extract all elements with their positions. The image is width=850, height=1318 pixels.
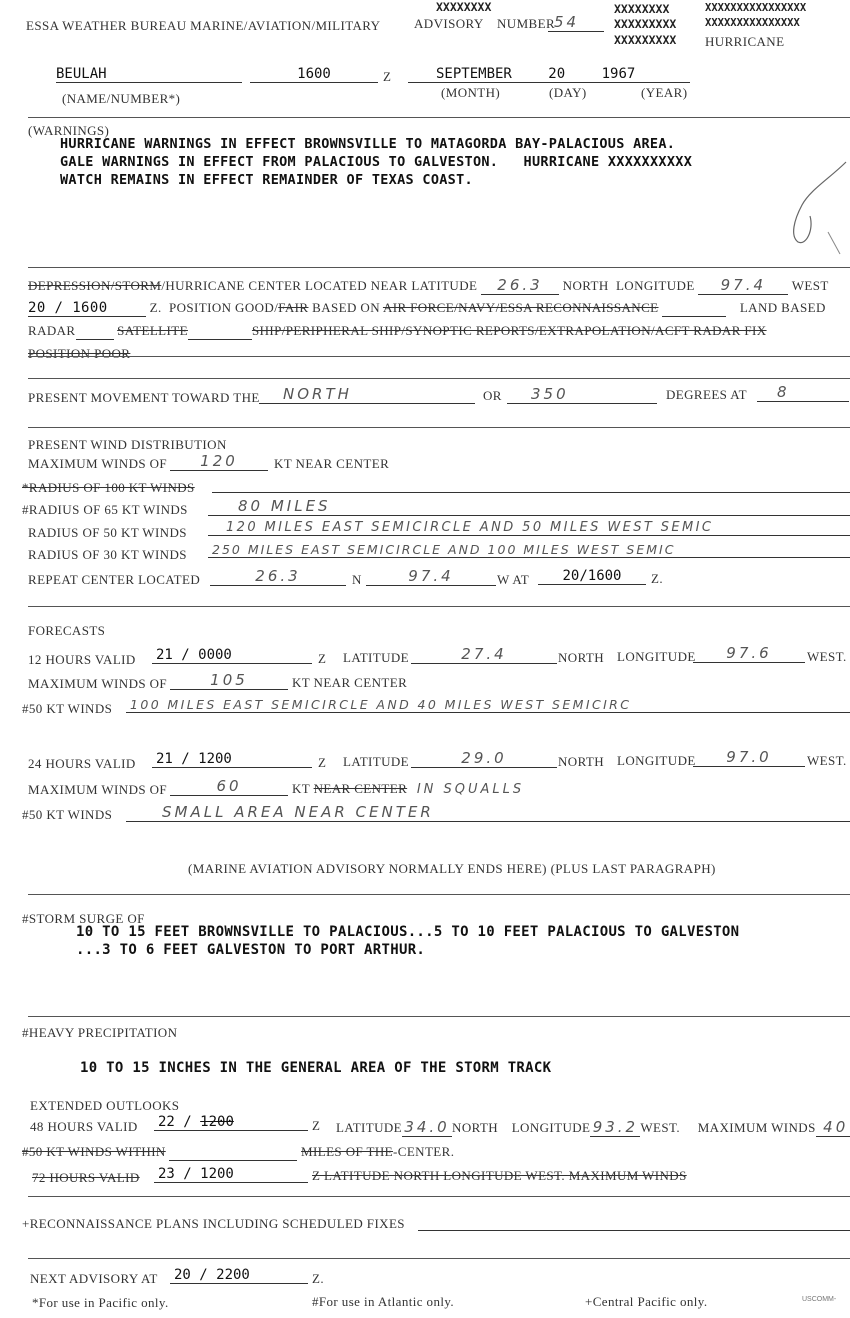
z-marker: Z [383,69,392,84]
h48-valid [154,1114,308,1131]
slash: / [54,300,64,316]
warnings-line3: WATCH REMAINS IN EFFECT REMAINDER OF TEXAS COAST. [60,172,473,188]
kt-near-center: KT NEAR CENTER [292,675,408,690]
latitude-label: LATITUDE [343,650,410,665]
f12-latitude: 27.4 [411,645,557,664]
radius-65-label: #RADIUS OF 65 KT WINDS [22,502,188,517]
struck-fair: FAIR [278,300,309,315]
struck-position-poor: POSITION POOR [28,346,131,361]
movement-degrees: 350 [507,385,657,404]
center-line2 [28,300,826,317]
warnings-label: (WARNINGS) [28,123,110,138]
divider [28,267,850,268]
based-on: BASED ON [312,300,380,315]
header-col1-line2: XXXXXXXXX [614,17,677,31]
storm-name: BEULAH [56,66,242,83]
position-good: POSITION GOOD/ [168,300,279,315]
center-latitude: 26.3 [481,276,559,295]
repeat-longitude: 97.4 [366,567,496,586]
longitude-label: LONGITUDE [511,1120,591,1135]
north-label: NORTH [562,278,609,293]
footnote-atlantic: #For use in Atlantic only. [312,1294,455,1309]
z-marker: Z. [312,1271,324,1286]
longitude-label: LONGITUDE [617,753,696,768]
h48-latitude: 34.0 [402,1118,452,1137]
advisory-date [408,66,690,83]
divider [28,1258,850,1259]
center-located-text: /HURRICANE CENTER LOCATED NEAR LATITUDE [161,278,478,293]
struck-advisory-type: XXXXXXXX [436,0,492,14]
in-squalls: IN SQUALLS [416,782,525,797]
month-caption: (MONTH) [441,85,501,100]
divider [28,1196,850,1197]
day-caption: (DAY) [549,85,587,100]
n-label: N [352,572,362,587]
max-winds-label: MAXIMUM WINDS [697,1120,816,1135]
kt-near-center: KT NEAR CENTER [274,456,390,471]
west-label: WEST. [807,649,847,664]
f24-valid: 21 / 1200 [152,751,312,768]
divider [28,117,850,118]
hurricane-word: HURRICANE [523,154,600,170]
radius-50-label: RADIUS OF 50 KT WINDS [28,525,187,540]
z-marker: Z [318,651,327,666]
blank-line [212,492,850,493]
west-label: WEST. [640,1120,681,1135]
month-value: SEPTEMBER [436,66,512,82]
f24-label: 24 HOURS VALID [28,756,136,771]
movement-speed: 8 [757,383,849,402]
divider [28,378,850,379]
h72-rest: Z LATITUDE NORTH LONGITUDE WEST. MAXIMUM WINDS [312,1168,687,1183]
advisory-label: ADVISORY [414,16,484,31]
marine-note: (MARINE AVIATION ADVISORY NORMALLY ENDS HERE) (PLUS LAST PARAGRAPH) [188,861,716,876]
h72-label: 72 HOURS VALID [32,1170,140,1185]
satellite-label: SATELLITE [117,323,188,338]
surge-line2: ...3 TO 6 FEET GALVESTON TO PORT ARTHUR. [76,942,426,958]
radius-65-value: 80 MILES [208,497,850,516]
h48-max-winds: 40 [816,1118,850,1137]
handwritten-mark [780,150,850,260]
latitude-label: LATITUDE [343,754,410,769]
land-based: LAND BASED [739,300,826,315]
day-value: 20 [548,66,566,82]
north-label: NORTH [558,650,604,665]
header-col2-line1: XXXXXXXXXXXXXXXX [705,2,807,14]
center-line3 [28,323,767,340]
z-marker: Z [318,755,327,770]
repeat-latitude: 26.3 [210,567,346,586]
precip-text: 10 TO 15 INCHES IN THE GENERAL AREA OF THE STORM TRACK [80,1060,552,1076]
movement-label: PRESENT MOVEMENT TOWARD THE [28,390,260,405]
blank-line [169,1144,297,1161]
advisory-time: 1600 [250,66,378,83]
z-marker: Z. [651,571,663,586]
max-winds-value: 120 [170,452,268,471]
h72-valid: 23 / 1200 [154,1166,308,1183]
recon-label: +RECONNAISSANCE PLANS INCLUDING SCHEDULED FIXES [22,1216,405,1231]
struck-miles-of-the: MILES OF THE [301,1144,394,1159]
max-winds-label: MAXIMUM WINDS OF [28,456,168,471]
bureau-title: ESSA WEATHER BUREAU MARINE/AVIATION/MILITARY [26,18,381,33]
f24-max-label: MAXIMUM WINDS OF [28,782,168,797]
struck-recon: AIR FORCE/NAVY/ESSA RECONNAISSANCE [382,300,659,315]
blank-line [418,1230,850,1231]
or-label: OR [483,388,502,403]
movement-direction: NORTH [259,385,475,404]
gale-warnings: GALE WARNINGS IN EFFECT FROM PALACIOUS TO GALVESTON. [60,154,499,170]
radius-30-label: RADIUS OF 30 KT WINDS [28,547,187,562]
h48-time: 1200 [200,1114,234,1130]
forecasts-title: FORECASTS [28,623,106,638]
repeat-time: 20/1600 [538,568,646,585]
header-col1-line1: XXXXXXXX [614,2,670,16]
header-hurricane: HURRICANE [705,34,785,49]
center-time: 1600 [72,300,108,316]
f12-longitude: 97.6 [693,644,805,663]
blank-line [662,300,726,317]
divider [28,606,850,607]
struck-w50-within: #50 KT WINDS WITHIN [22,1144,166,1159]
center-day-time [28,300,146,317]
center-longitude: 97.4 [698,276,788,295]
f12-label: 12 HOURS VALID [28,652,136,667]
warnings-line2 [60,154,692,170]
next-advisory-value: 20 / 2200 [170,1267,308,1284]
surge-line1: 10 TO 15 FEET BROWNSVILLE TO PALACIOUS...5 TO 10 FEET PALACIOUS TO GALVESTON [76,924,740,940]
footnote-pacific: *For use in Pacific only. [32,1295,169,1310]
struck-depression-storm: DEPRESSION/STORM [28,278,162,293]
header-col2-line2: XXXXXXXXXXXXXXX [705,17,800,29]
f12-max-value: 105 [170,671,288,690]
repeat-center-label: REPEAT CENTER LOCATED [28,572,201,587]
f24-w50-label: #50 KT WINDS [22,807,113,822]
f12-valid: 21 / 0000 [152,647,312,664]
struck-near-center: NEAR CENTER [313,781,408,796]
longitude-label: LONGITUDE [617,649,696,664]
outlooks-title: EXTENDED OUTLOOKS [30,1098,180,1113]
header-col1-line3: XXXXXXXXX [614,33,677,47]
h48-lat-group [336,1118,850,1137]
warnings-line1: HURRICANE WARNINGS IN EFFECT BROWNSVILLE TO MATAGORDA BAY-PALACIOUS AREA. [60,136,676,152]
f12-w50-value: 100 MILES EAST SEMICIRCLE AND 40 MILES WEST SEMICIRC [126,697,850,713]
struck-radius-100: *RADIUS OF 100 KT WINDS [22,480,195,495]
precip-label: #HEAVY PRECIPITATION [22,1025,178,1040]
longitude-label: LONGITUDE [615,278,695,293]
form-code: USCOMM- [802,1296,837,1303]
kt-label: KT [292,781,310,796]
f24-longitude: 97.0 [693,748,805,767]
advisory-number: 54 [548,13,604,32]
latitude-label: LATITUDE [336,1120,403,1135]
name-caption: (NAME/NUMBER*) [62,91,181,106]
f12-max-label: MAXIMUM WINDS OF [28,676,168,691]
radius-30-value: 250 MILES EAST SEMICIRCLE AND 100 MILES WEST SEMIC [208,542,850,558]
divider [28,1016,850,1017]
h48-w50-line [22,1144,454,1161]
h48-longitude: 93.2 [590,1118,640,1137]
north-label: NORTH [452,1120,499,1135]
footnote-central: +Central Pacific only. [585,1294,708,1309]
radar-label: RADAR [28,323,76,338]
z-marker: Z [312,1118,321,1133]
w-at-label: W AT [497,572,530,587]
divider [28,356,850,357]
radius-50-value: 120 MILES EAST SEMICIRCLE AND 50 MILES WEST SEMIC [208,520,850,536]
blank-line [188,323,252,340]
next-advisory-label: NEXT ADVISORY AT [30,1271,158,1286]
divider [28,894,850,895]
year-caption: (YEAR) [641,85,688,100]
struck-text: XXXXXXXXXX [607,154,693,170]
surge-label: #STORM SURGE OF [22,911,145,926]
north-label: NORTH [558,754,604,769]
f12-w50-label: #50 KT WINDS [22,701,113,716]
center-day: 20 [28,300,46,316]
f24-max-value: 60 [170,777,288,796]
year-value: 1967 [601,66,636,82]
number-label: NUMBER [497,16,556,31]
h48-label: 48 HOURS VALID [30,1119,138,1134]
f24-w50-value: SMALL AREA NEAR CENTER [126,803,850,822]
blank-line [76,323,114,340]
f24-latitude: 29.0 [411,749,557,768]
west-label: WEST. [807,753,847,768]
z-marker: Z. [149,300,162,315]
degrees-at-label: DEGREES AT [666,387,747,402]
struck-ship-list: SHIP/PERIPHERAL SHIP/SYNOPTIC REPORTS/EXTRAPOLATION/ACFT RADAR FIX [251,323,767,338]
h48-day: 22 / [158,1114,192,1130]
wind-title: PRESENT WIND DISTRIBUTION [28,437,227,452]
center-label: -CENTER. [393,1144,455,1159]
divider [28,427,850,428]
f24-kt-near-center [292,781,524,797]
center-line1 [28,276,829,295]
west-label: WEST [791,278,829,293]
